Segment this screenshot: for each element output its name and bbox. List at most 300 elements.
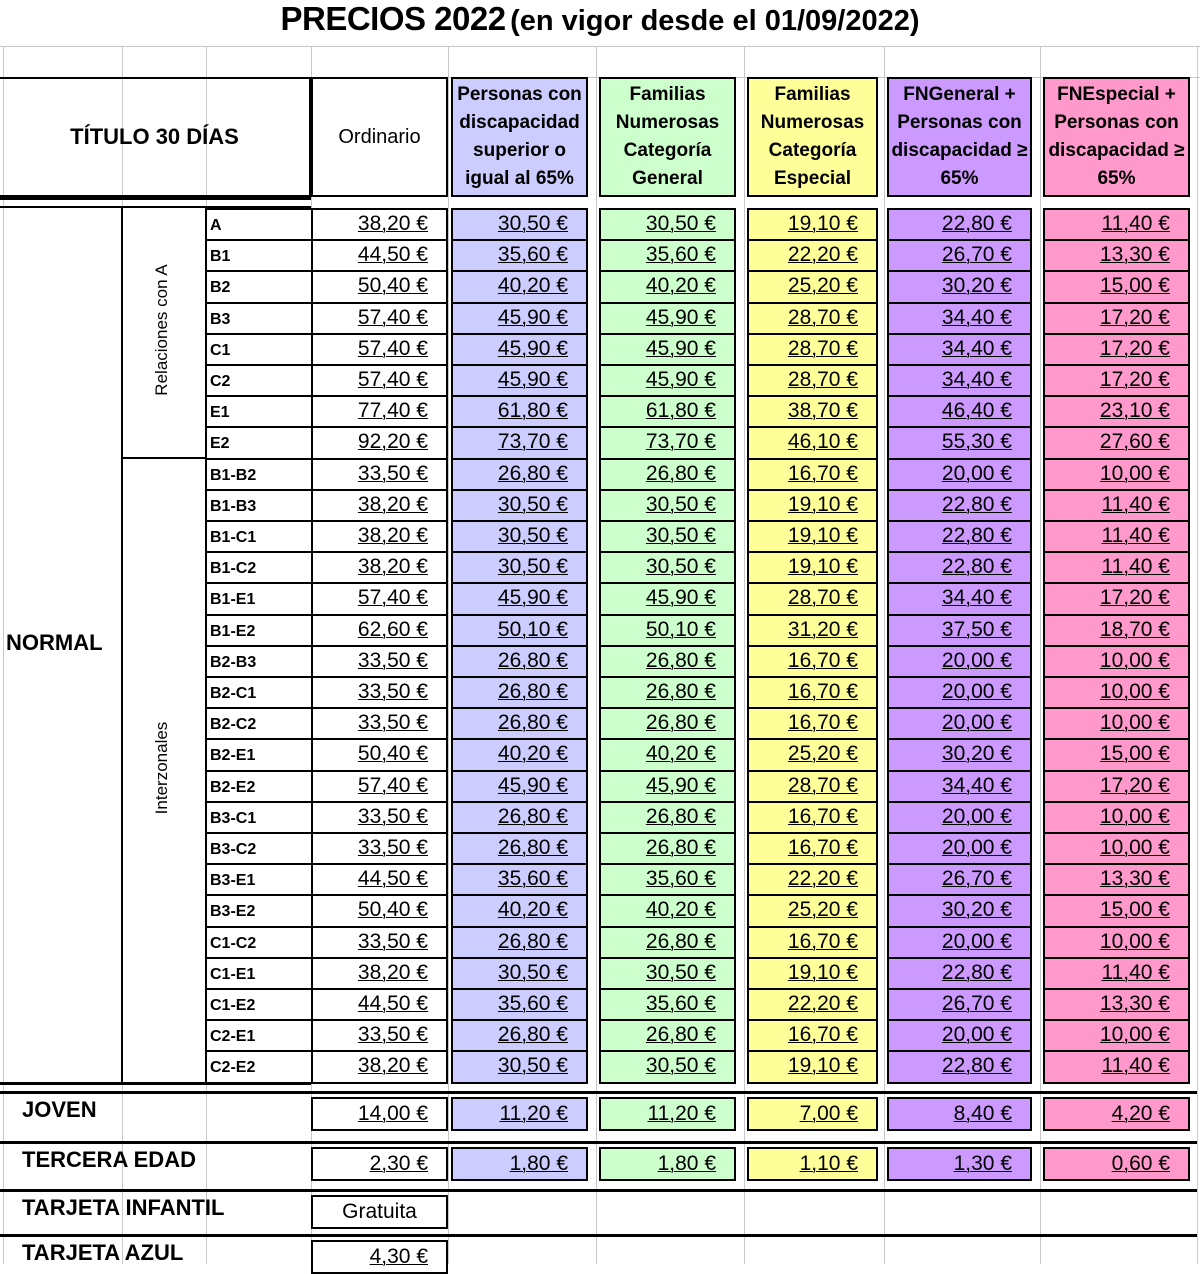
header-column-label: FNEspecial + Personas con discapacidad ≥ 65% (1048, 84, 1185, 189)
price-cell (311, 395, 448, 428)
price-cell (887, 645, 1032, 678)
price-cell (747, 832, 878, 865)
price-cell (747, 551, 878, 584)
price-value: 73,70 € (645, 430, 716, 454)
header-column (747, 77, 878, 197)
price-cell (1043, 489, 1190, 522)
price-value: 22,20 € (787, 867, 858, 891)
price-value: 30,20 € (941, 274, 1012, 298)
price-cell (1043, 458, 1190, 491)
price-value: 20,00 € (941, 804, 1012, 828)
price-value: 57,40 € (357, 305, 428, 329)
price-value: 33,50 € (357, 929, 428, 953)
price-value: 15,00 € (1099, 274, 1170, 298)
price-value: 35,60 € (645, 867, 716, 891)
price-value: 16,70 € (787, 680, 858, 703)
price-cell (887, 863, 1032, 896)
price-cell (311, 458, 448, 491)
zone-label: B3-C1 (207, 801, 311, 832)
price-cell (311, 614, 448, 647)
special-label: JOVEN (22, 1097, 97, 1122)
special-value: 1,80 € (509, 1152, 568, 1175)
zone-label: A (207, 208, 311, 239)
header-column (599, 77, 736, 197)
price-value: 22,80 € (941, 960, 1012, 984)
zone-label: C2-E2 (207, 1050, 311, 1081)
header-column-label: Personas con discapacidad superior o igual al 65% (457, 84, 582, 189)
price-value: 16,70 € (787, 461, 858, 485)
price-cell (599, 926, 736, 959)
price-cell (599, 770, 736, 803)
price-value: 38,20 € (357, 1054, 428, 1078)
price-value: 26,80 € (645, 804, 716, 828)
section-interzonales-label: Interzonales (152, 721, 171, 815)
price-value: 22,80 € (941, 212, 1012, 235)
price-cell (747, 1050, 878, 1083)
price-cell (311, 707, 448, 740)
price-value: 26,80 € (645, 929, 716, 953)
price-value: 45,90 € (645, 773, 716, 797)
price-cell (1043, 832, 1190, 865)
special-value: 4,20 € (1111, 1102, 1170, 1125)
price-cell (599, 645, 736, 678)
title-sub: (en vigor desde el 01/09/2022) (510, 5, 920, 37)
price-value: 30,50 € (497, 524, 568, 547)
price-cell (599, 270, 736, 303)
price-value: 22,20 € (787, 243, 858, 267)
price-value: 20,00 € (941, 1023, 1012, 1047)
price-value: 35,60 € (497, 867, 568, 891)
special-label: TERCERA EDAD (22, 1147, 196, 1172)
price-cell (747, 458, 878, 491)
price-cell (1043, 582, 1190, 615)
price-cell (599, 239, 736, 272)
price-cell (747, 302, 878, 335)
price-cell (311, 208, 448, 241)
price-cell (311, 333, 448, 366)
price-value: 23,10 € (1099, 399, 1170, 423)
price-value: 22,80 € (941, 524, 1012, 547)
special-value: Gratuita (342, 1200, 417, 1223)
section-relaciones-label: Relaciones con A (152, 264, 171, 396)
price-value: 26,80 € (497, 1023, 568, 1047)
price-value: 26,80 € (497, 836, 568, 859)
price-value: 19,10 € (787, 212, 858, 235)
price-cell (599, 707, 736, 740)
price-cell (1043, 957, 1190, 990)
price-value: 11,40 € (1101, 1054, 1170, 1078)
price-cell (887, 333, 1032, 366)
price-value: 30,50 € (497, 960, 568, 984)
price-cell (451, 302, 588, 335)
price-cell (451, 801, 588, 834)
price-cell (311, 863, 448, 896)
zone-label: E2 (207, 426, 311, 457)
price-cell (887, 426, 1032, 459)
price-cell (599, 426, 736, 459)
header-column (887, 77, 1032, 197)
price-value: 11,40 € (1101, 524, 1170, 547)
price-cell (887, 770, 1032, 803)
zone-label: B3-E1 (207, 863, 311, 894)
price-value: 62,60 € (357, 617, 428, 641)
special-value: 2,30 € (369, 1152, 428, 1175)
price-cell (747, 770, 878, 803)
price-value: 45,90 € (645, 586, 716, 610)
price-value: 13,30 € (1099, 243, 1170, 267)
price-value: 44,50 € (357, 992, 428, 1015)
price-cell (887, 395, 1032, 428)
price-value: 46,10 € (787, 430, 858, 454)
price-cell (1043, 738, 1190, 771)
gridline-horizontal (0, 46, 1200, 47)
gridline-vertical (448, 46, 449, 1264)
price-value: 10,00 € (1099, 711, 1170, 735)
price-value: 17,20 € (1099, 773, 1170, 797)
price-value: 28,70 € (787, 368, 858, 391)
price-cell (451, 364, 588, 397)
special-value: 1,30 € (953, 1152, 1012, 1175)
zone-label: B3-E2 (207, 894, 311, 925)
special-cell (747, 1147, 878, 1181)
price-value: 20,00 € (941, 929, 1012, 953)
price-cell (887, 676, 1032, 709)
price-cell (1043, 894, 1190, 927)
price-cell (311, 832, 448, 865)
price-cell (747, 614, 878, 647)
price-cell (451, 1019, 588, 1052)
price-cell (311, 302, 448, 335)
price-value: 10,00 € (1099, 648, 1170, 672)
price-value: 11,40 € (1101, 492, 1170, 516)
price-value: 45,90 € (497, 368, 568, 391)
price-value: 30,50 € (645, 960, 716, 984)
price-value: 17,20 € (1099, 368, 1170, 391)
price-cell (747, 208, 878, 241)
rule-group-split (121, 457, 207, 459)
zone-label: B1 (207, 239, 311, 270)
price-cell (599, 1019, 736, 1052)
price-cell (311, 1019, 448, 1052)
price-cell (451, 489, 588, 522)
price-cell (1043, 395, 1190, 428)
zone-label: B3-C2 (207, 832, 311, 863)
price-cell (451, 333, 588, 366)
zone-label: C1 (207, 333, 311, 364)
price-cell (451, 894, 588, 927)
zone-label: C1-E1 (207, 957, 311, 988)
price-cell (747, 863, 878, 896)
price-cell (451, 208, 588, 241)
special-cell (451, 1147, 588, 1181)
price-value: 26,80 € (497, 680, 568, 703)
price-cell (1043, 520, 1190, 553)
price-value: 10,00 € (1099, 461, 1170, 485)
zone-label: B1-C1 (207, 520, 311, 551)
price-cell (451, 957, 588, 990)
price-value: 35,60 € (497, 243, 568, 267)
price-value: 26,80 € (645, 711, 716, 735)
price-cell (887, 582, 1032, 615)
price-value: 33,50 € (357, 461, 428, 485)
price-cell (599, 863, 736, 896)
price-cell (1043, 676, 1190, 709)
zone-label: C2 (207, 364, 311, 395)
price-value: 40,20 € (497, 898, 568, 922)
price-value: 16,70 € (787, 929, 858, 953)
price-value: 20,00 € (941, 680, 1012, 703)
special-value: 11,20 € (499, 1102, 568, 1125)
price-cell (599, 208, 736, 241)
price-value: 77,40 € (357, 399, 428, 423)
special-cell (1043, 1097, 1190, 1131)
price-cell (887, 489, 1032, 522)
price-value: 10,00 € (1099, 929, 1170, 953)
special-rule (0, 1091, 1197, 1094)
price-cell (747, 645, 878, 678)
price-cell (451, 863, 588, 896)
price-cell (311, 426, 448, 459)
price-cell (887, 520, 1032, 553)
header-column-label: Familias Numerosas Categoría General (615, 84, 720, 189)
price-value: 30,50 € (645, 212, 716, 235)
price-cell (451, 926, 588, 959)
price-cell (747, 801, 878, 834)
special-value: 0,60 € (1111, 1152, 1170, 1175)
price-value: 44,50 € (357, 243, 428, 267)
header-titulo (0, 77, 311, 197)
price-value: 33,50 € (357, 836, 428, 859)
price-cell (1043, 863, 1190, 896)
price-cell (599, 738, 736, 771)
header-ordinario (311, 77, 448, 197)
price-value: 26,80 € (497, 648, 568, 672)
price-cell (599, 614, 736, 647)
price-cell (1043, 801, 1190, 834)
price-value: 33,50 € (357, 804, 428, 828)
special-value: 11,20 € (647, 1102, 716, 1125)
price-cell (451, 988, 588, 1021)
body-bottom-rule (0, 1082, 311, 1085)
price-value: 34,40 € (941, 773, 1012, 797)
price-cell (599, 489, 736, 522)
special-cell (311, 1195, 448, 1229)
price-value: 25,20 € (787, 898, 858, 922)
price-value: 31,20 € (787, 617, 858, 641)
price-cell (599, 458, 736, 491)
price-cell (451, 239, 588, 272)
price-cell (747, 333, 878, 366)
price-value: 26,80 € (497, 804, 568, 828)
price-cell (311, 520, 448, 553)
price-cell (311, 738, 448, 771)
price-value: 26,80 € (497, 711, 568, 735)
price-cell (887, 302, 1032, 335)
price-value: 10,00 € (1099, 680, 1170, 703)
price-value: 30,50 € (645, 555, 716, 579)
zone-label: B1-B3 (207, 489, 311, 520)
header-column (451, 77, 588, 197)
price-value: 73,70 € (497, 430, 568, 454)
price-value: 20,00 € (941, 711, 1012, 735)
price-cell (747, 676, 878, 709)
price-cell (599, 801, 736, 834)
price-value: 20,00 € (941, 836, 1012, 859)
price-cell (887, 551, 1032, 584)
special-label: TARJETA INFANTIL (22, 1195, 225, 1220)
price-cell (451, 426, 588, 459)
gridline-vertical (1040, 46, 1041, 1264)
price-cell (451, 707, 588, 740)
price-cell (599, 333, 736, 366)
price-value: 50,10 € (645, 617, 716, 641)
special-cell (887, 1147, 1032, 1181)
header-ordinario-label: Ordinario (338, 126, 421, 148)
price-cell (887, 926, 1032, 959)
special-label: TARJETA AZUL (22, 1240, 184, 1265)
price-value: 38,20 € (357, 960, 428, 984)
price-value: 13,30 € (1099, 867, 1170, 891)
section-normal (6, 630, 118, 656)
price-value: 17,20 € (1099, 586, 1170, 610)
price-cell (599, 395, 736, 428)
price-cell (1043, 208, 1190, 241)
price-value: 17,20 € (1099, 336, 1170, 360)
price-cell (1043, 333, 1190, 366)
price-value: 28,70 € (787, 773, 858, 797)
price-value: 19,10 € (787, 960, 858, 984)
zone-label: B2-C1 (207, 676, 311, 707)
zone-label: B1-C2 (207, 551, 311, 582)
price-value: 30,50 € (497, 555, 568, 579)
special-cell (599, 1147, 736, 1181)
header-titulo-label: TÍTULO 30 DÍAS (70, 124, 239, 149)
price-cell (451, 614, 588, 647)
price-cell (1043, 364, 1190, 397)
price-value: 11,40 € (1101, 960, 1170, 984)
price-value: 30,50 € (645, 492, 716, 516)
price-value: 35,60 € (497, 992, 568, 1015)
price-value: 22,20 € (787, 992, 858, 1015)
special-value: 1,10 € (799, 1152, 858, 1175)
price-cell (311, 770, 448, 803)
price-cell (887, 801, 1032, 834)
price-value: 33,50 € (357, 711, 428, 735)
price-value: 34,40 € (941, 336, 1012, 360)
price-value: 45,90 € (645, 305, 716, 329)
price-cell (599, 676, 736, 709)
price-value: 27,60 € (1099, 430, 1170, 454)
price-value: 38,20 € (357, 524, 428, 547)
price-value: 28,70 € (787, 305, 858, 329)
price-cell (887, 208, 1032, 241)
price-value: 16,70 € (787, 804, 858, 828)
price-cell (747, 926, 878, 959)
price-cell (747, 582, 878, 615)
price-value: 26,70 € (941, 992, 1012, 1015)
price-value: 16,70 € (787, 648, 858, 672)
price-cell (311, 801, 448, 834)
price-value: 50,10 € (497, 617, 568, 641)
special-cell (887, 1097, 1032, 1131)
zone-label: C1-E2 (207, 988, 311, 1019)
price-cell (599, 894, 736, 927)
price-cell (451, 676, 588, 709)
price-cell (887, 364, 1032, 397)
zone-label: B2-E1 (207, 738, 311, 769)
price-cell (451, 582, 588, 615)
price-value: 30,50 € (497, 212, 568, 235)
price-value: 57,40 € (357, 773, 428, 797)
price-value: 28,70 € (787, 586, 858, 610)
price-cell (311, 926, 448, 959)
zone-label: C2-E1 (207, 1019, 311, 1050)
price-cell (311, 364, 448, 397)
price-cell (451, 832, 588, 865)
price-cell (887, 707, 1032, 740)
price-cell (747, 988, 878, 1021)
price-cell (451, 1050, 588, 1083)
zone-label: C1-C2 (207, 926, 311, 957)
header-column-label: Familias Numerosas Categoría Especial (760, 84, 865, 189)
price-value: 16,70 € (787, 711, 858, 735)
price-value: 19,10 € (787, 524, 858, 547)
price-value: 38,20 € (357, 555, 428, 579)
price-cell (311, 551, 448, 584)
price-cell (599, 364, 736, 397)
price-value: 19,10 € (787, 492, 858, 516)
price-value: 40,20 € (497, 742, 568, 766)
price-cell (747, 489, 878, 522)
price-cell (887, 894, 1032, 927)
special-value: 4,30 € (369, 1245, 428, 1268)
price-value: 33,50 € (357, 648, 428, 672)
price-value: 33,50 € (357, 1023, 428, 1047)
price-cell (887, 270, 1032, 303)
zone-label: B2-C2 (207, 707, 311, 738)
page-title (0, 0, 1200, 46)
price-value: 55,30 € (941, 430, 1012, 454)
price-value: 26,70 € (941, 243, 1012, 267)
price-value: 50,40 € (357, 742, 428, 766)
price-cell (451, 270, 588, 303)
price-cell (887, 832, 1032, 865)
price-cell (599, 832, 736, 865)
price-value: 19,10 € (787, 555, 858, 579)
price-cell (599, 988, 736, 1021)
price-value: 25,20 € (787, 742, 858, 766)
price-value: 46,40 € (941, 399, 1012, 423)
price-value: 45,90 € (497, 586, 568, 610)
price-cell (311, 270, 448, 303)
price-cell (451, 738, 588, 771)
price-value: 16,70 € (787, 836, 858, 859)
price-value: 57,40 € (357, 368, 428, 391)
price-value: 38,70 € (787, 399, 858, 423)
price-value: 40,20 € (645, 742, 716, 766)
price-cell (887, 614, 1032, 647)
price-cell (747, 364, 878, 397)
price-cell (887, 957, 1032, 990)
price-value: 16,70 € (787, 1023, 858, 1047)
price-value: 15,00 € (1099, 742, 1170, 766)
price-cell (311, 239, 448, 272)
price-value: 22,80 € (941, 555, 1012, 579)
price-cell (311, 676, 448, 709)
special-cell (599, 1097, 736, 1131)
price-cell (747, 239, 878, 272)
price-cell (451, 770, 588, 803)
